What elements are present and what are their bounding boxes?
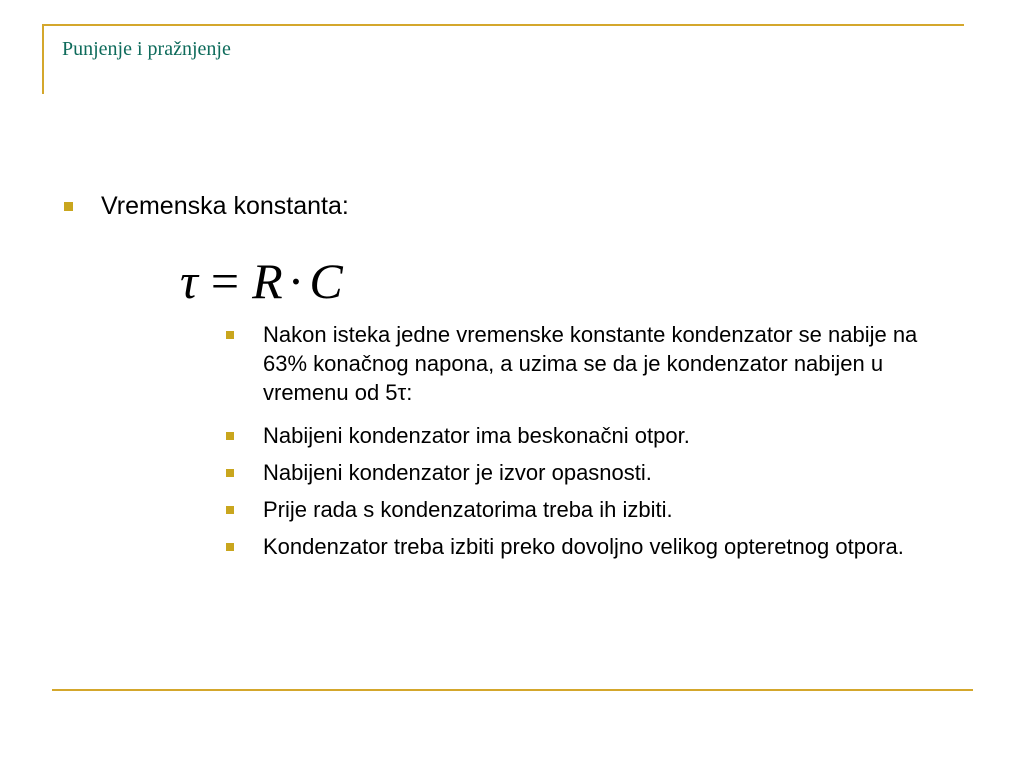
bullet-square-icon — [226, 506, 234, 514]
slide-title: Punjenje i pražnjenje — [62, 38, 231, 60]
formula-equals: = — [210, 253, 241, 309]
list-item-text: Prije rada s kondenzatorima treba ih izbiti. — [263, 497, 673, 522]
top-border-line — [42, 24, 964, 26]
left-border-line — [42, 24, 44, 94]
formula-tau: τ — [180, 253, 199, 309]
bullet-square-icon — [226, 432, 234, 440]
list-item — [225, 532, 965, 561]
bottom-border-line — [52, 689, 973, 691]
list-item-text: Nakon isteka jedne vremenske konstante kondenzator se nabije na 63% konačnog napona, a uzima se da je kondenzator nabijen u vremenu od 5τ: — [263, 322, 918, 405]
bullet-square-icon — [226, 331, 234, 339]
time-constant-formula — [180, 252, 344, 310]
list-item — [225, 458, 965, 487]
list-item — [225, 421, 965, 450]
bullet-square-icon — [226, 469, 234, 477]
list-item-text: Nabijeni kondenzator ima beskonačni otpor. — [263, 423, 690, 448]
sub-bullet-list — [225, 320, 965, 569]
bullet-square-icon — [226, 543, 234, 551]
formula-c: C — [309, 253, 344, 309]
list-item-text: Kondenzator treba izbiti preko dovoljno velikog opteretnog otpora. — [263, 534, 904, 559]
formula-r: R — [252, 253, 284, 309]
list-item — [225, 320, 965, 407]
list-item — [225, 495, 965, 524]
main-bullet-text: Vremenska konstanta: — [101, 192, 349, 220]
formula-dot: · — [287, 253, 306, 309]
list-item-text: Nabijeni kondenzator je izvor opasnosti. — [263, 460, 652, 485]
bullet-square-icon — [64, 202, 73, 211]
